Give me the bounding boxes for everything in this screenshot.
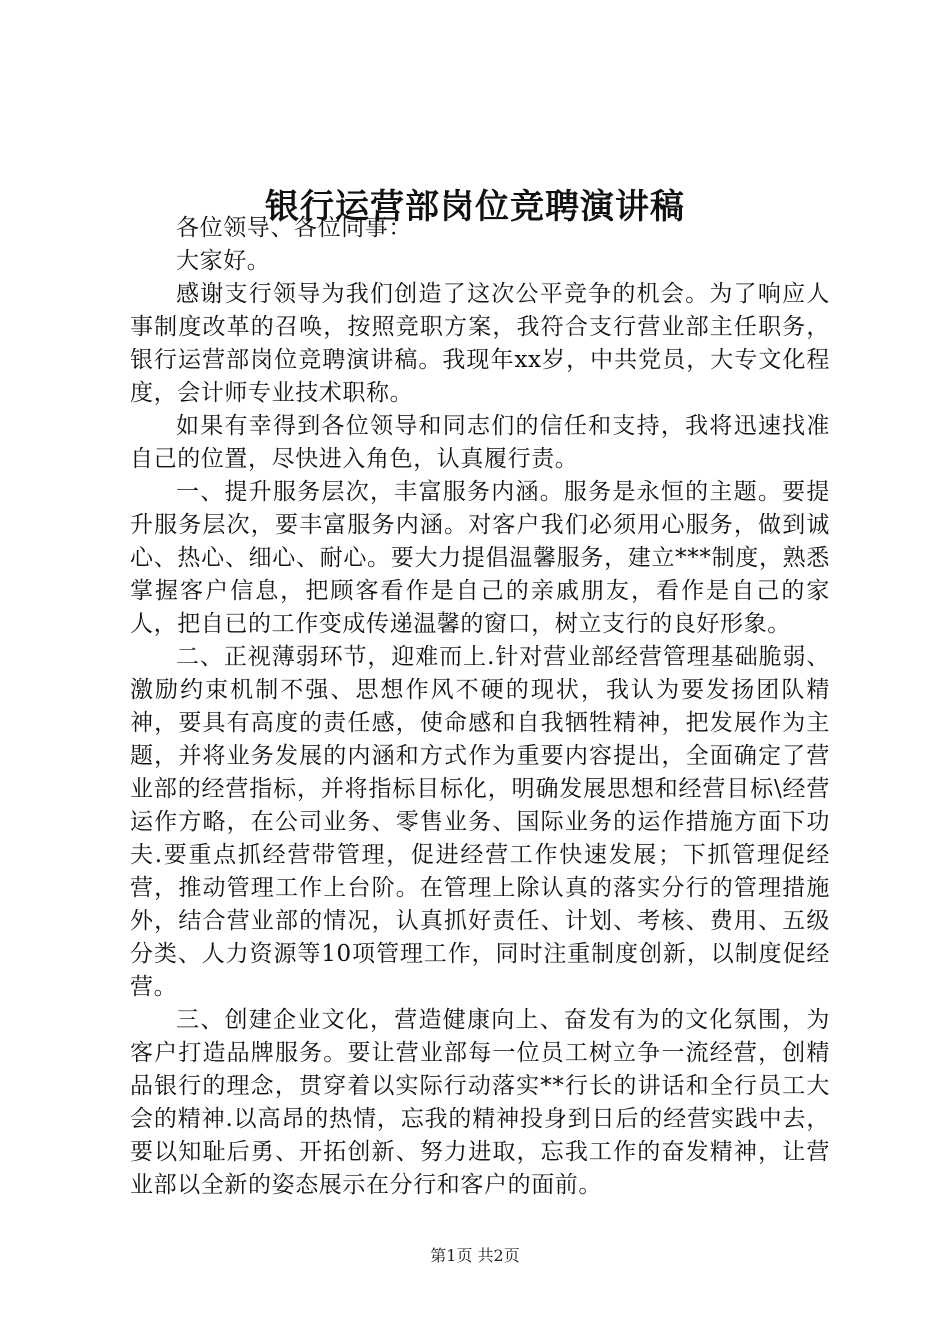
paragraph-point-two: 二、正视薄弱环节，迎难而上.针对营业部经营管理基础脆弱、激励约束机制不强、思想作风不硬的现状，我认为要发扬团队精神，要具有高度的责任感，使命感和自我牺牲精神，把发展作为主题，并将业务发展的内涵和方式作为重要内容提出，全面确定了营业部的经营指标，并将指标目标化，明确发展思想和经营目标\经营运作方略，在公司业务、零售业务、国际业务的运作措施方面下功夫.要重点抓经营带管理，促进经营工作快速发展；下抓管理促经营，推动管理工作上台阶。在管理上除认真的落实分行的管理措施外，结合营业部的情况，认真抓好责任、计划、考核、费用、五级分类、人力资源等10项管理工作，同时注重制度创新，以制度促经营。 <box>130 644 830 1000</box>
paragraph-point-three: 三、创建企业文化，营造健康向上、奋发有为的文化氛围，为客户打造品牌服务。要让营业部每一位员工树立争一流经营，创精品银行的理念，贯穿着以实际行动落实**行长的讲话和全行员工大会的精神.以高昂的热情，忘我的精神投身到日后的经营实践中去，要以知耻后勇、开拓创新、努力进取，忘我工作的奋发精神，让营业部以全新的姿态展示在分行和客户的面前。 <box>130 1007 830 1198</box>
paragraph-point-one: 一、提升服务层次，丰富服务内涵。服务是永恒的主题。要提升服务层次，要丰富服务内涵。对客户我们必须用心服务，做到诚心、热心、细心、耐心。要大力提倡温馨服务，建立***制度，熟悉掌握客户信息，把顾客看作是自己的亲戚朋友，看作是自己的家人，把自已的工作变成传递温馨的窗口，树立支行的良好形象。 <box>130 479 830 637</box>
paragraph-commitment: 如果有幸得到各位领导和同志们的信任和支持，我将迅速找准自己的位置，尽快进入角色，认真履行责。 <box>130 413 830 472</box>
document-body <box>130 212 830 1202</box>
paragraph-salutation: 各位领导、各位同事： <box>176 215 412 241</box>
paragraph-greeting: 大家好。 <box>176 248 271 274</box>
page-number-footer: 第1页 共2页 <box>430 1246 520 1265</box>
paragraph-introduction: 感谢支行领导为我们创造了这次公平竞争的机会。为了响应人事制度改革的召唤，按照竞职方案，我符合支行营业部主任职务，银行运营部岗位竞聘演讲稿。我现年xx岁，中共党员，大专文化程度，会计师专业技术职称。 <box>130 281 830 406</box>
document-title: 银行运营部岗位竞聘演讲稿 <box>265 187 685 227</box>
